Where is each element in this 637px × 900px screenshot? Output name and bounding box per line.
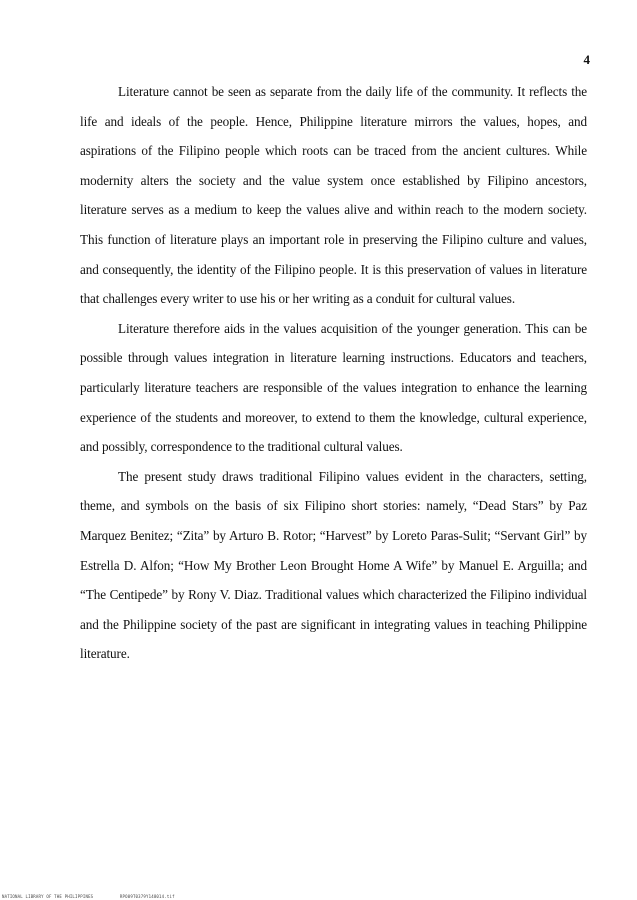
page-number: 4 (583, 52, 590, 67)
scan-footer (2, 894, 175, 899)
paragraph-2: Literature therefore aids in the values acquisition of the younger generation. This can be possible through values integration in literature learning instructions. Educators and teachers, particularly literature teachers are responsible of the values integration to enhance the learning experience of the students and moreover, to extend to them the knowledge, cultural experience, and possibly, correspondence to the traditional cultural values. (80, 320, 587, 455)
paragraph-1: Literature cannot be seen as separate from the daily life of the community. It reflects the life and ideals of the people. Hence, Philippine literature mirrors the values, hopes, and aspirations of the Filipino people which roots can be traced from the ancient cultures. While modernity alters the society and the value system once established by Filipino ancestors, literature serves as a medium to keep the values alive and within reach to the modern society. This function of literature plays an important role in preserving the Filipino culture and values, and consequently, the identity of the Filipino people. It is this preservation of values in literature that challenges every writer to use his or her writing as a conduit for cultural values. (80, 84, 587, 307)
body-text (80, 77, 587, 669)
paragraph-3: The present study draws traditional Filipino values evident in the characters, setting, theme, and symbols on the basis of six Filipino short stories: namely, “Dead Stars” by Paz Marquez Benitez; “Zita” by Arturo B. Rotor; “Harvest” by Loreto Paras-Sulit; “Servant Girl” by Estrella D. Alfon; “How My Brother Leon Brought Home A Wife” by Manuel E. Arguilla; and “The Centipede” by Rony V. Diaz. Traditional values which characterized the Filipino individual and the Philippine society of the past are significant in integrating values in teaching Philippine literature. (80, 468, 587, 662)
footer-library-label: NATIONAL LIBRARY OF THE PHILIPPINES (2, 894, 94, 899)
footer-file-label: RPO09T0379Y148014.tif (119, 894, 175, 899)
